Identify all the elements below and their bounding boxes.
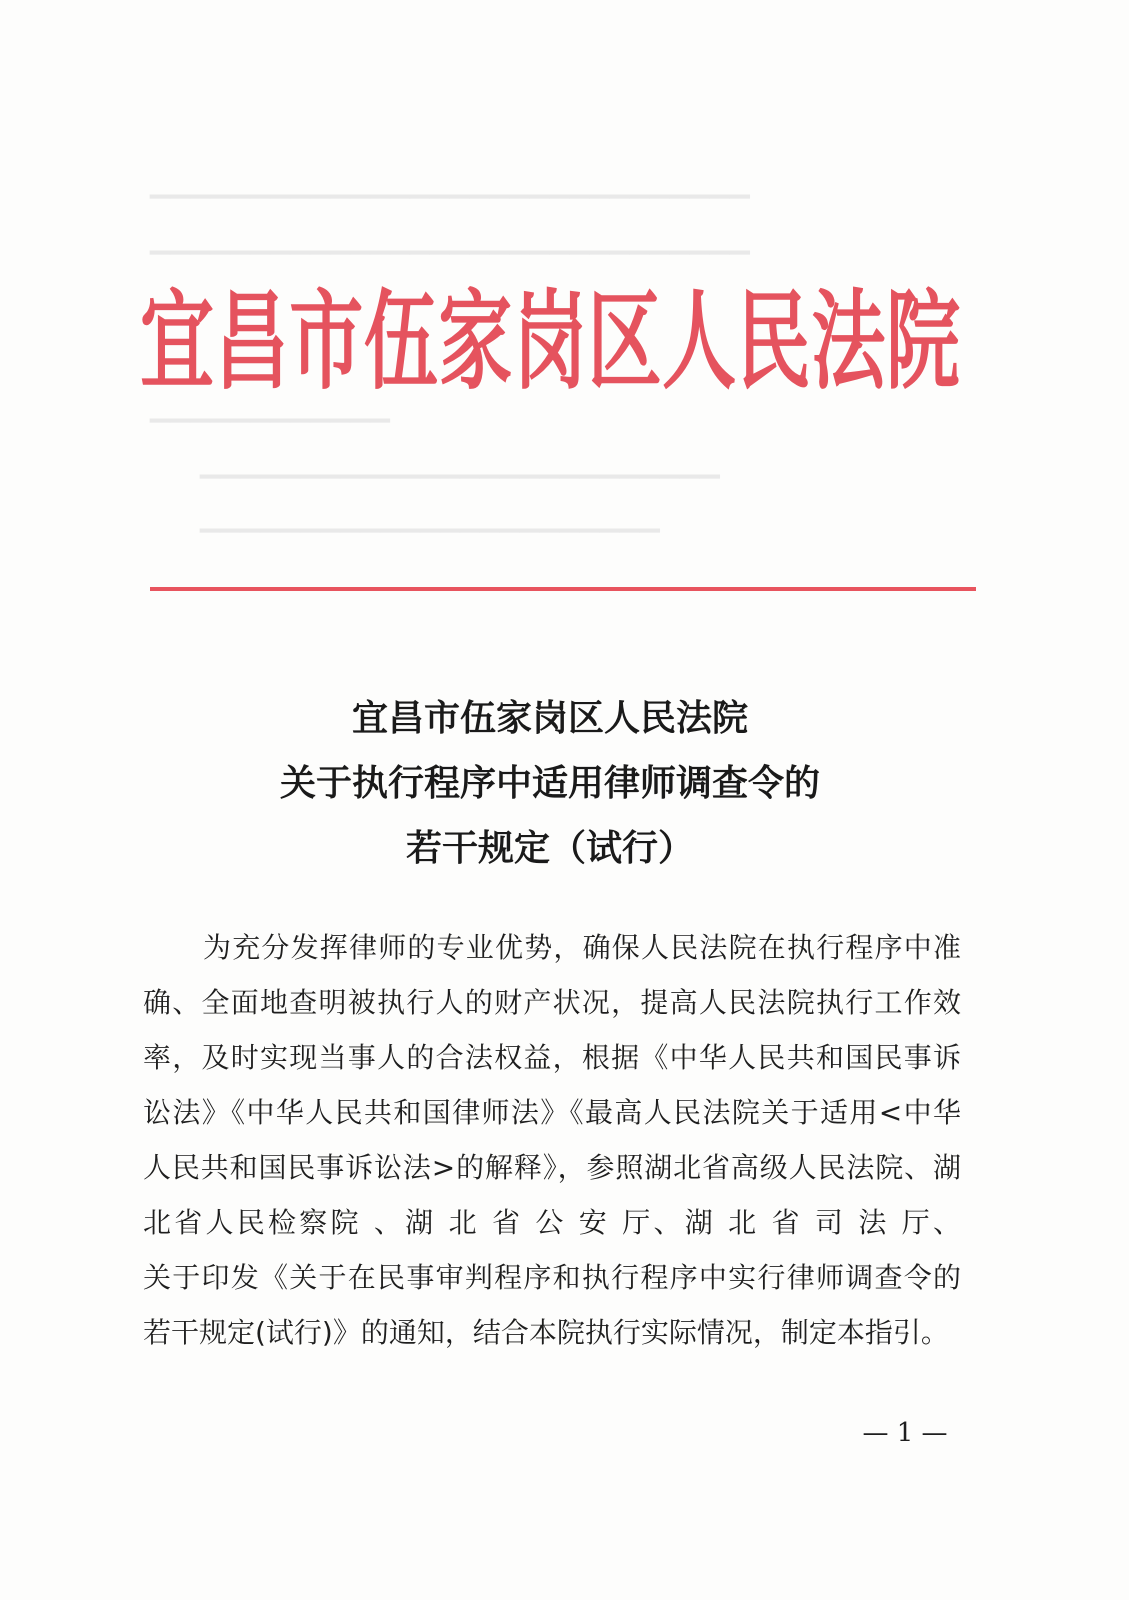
show-through-text: ▔▔▔▔▔▔▔▔▔▔▔▔▔▔▔▔▔▔▔▔▔▔▔▔▔▔▔▔▔▔ bbox=[150, 252, 750, 282]
letterhead-char: 家 bbox=[438, 279, 513, 405]
document-title-line-2: 关于执行程序中适用律师调查令的 bbox=[279, 762, 820, 804]
show-through-text: ▔▔▔▔▔▔▔▔▔▔▔▔ bbox=[150, 420, 390, 450]
body-line: 讼法》《中华人民共和国律师法》《最高人民法院关于适用<中华 bbox=[143, 1096, 961, 1129]
letterhead-char: 民 bbox=[736, 279, 811, 405]
show-through-text: ▔▔▔▔▔▔▔▔▔▔▔▔▔▔▔▔▔▔▔▔▔▔▔▔▔▔ bbox=[200, 476, 720, 506]
red-separator-line bbox=[150, 587, 976, 591]
body-line: 北省人民检察院 、湖 北 省 公 安 厅、湖 北 省 司 法 厅、 bbox=[143, 1206, 961, 1239]
body-line: 率，及时实现当事人的合法权益，根据《中华人民共和国民事诉 bbox=[143, 1041, 961, 1074]
letterhead-char: 岗 bbox=[512, 279, 587, 405]
page-number: — 1 — bbox=[862, 1418, 948, 1448]
document-title-line-1: 宜昌市伍家岗区人民法院 bbox=[351, 697, 748, 739]
body-line: 关于印发《关于在民事审判程序和执行程序中实行律师调查令的 bbox=[143, 1261, 961, 1294]
body-line: 若干规定(试行)》的通知，结合本院执行实际情况，制定本指引。 bbox=[143, 1316, 949, 1349]
letterhead-char: 法 bbox=[811, 279, 886, 405]
body-line: 为充分发挥律师的专业优势，确保人民法院在执行程序中准 bbox=[203, 931, 961, 964]
letterhead-char: 伍 bbox=[363, 279, 438, 405]
show-through-text: ▔▔▔▔▔▔▔▔▔▔▔▔▔▔▔▔▔▔▔▔▔▔▔ bbox=[200, 530, 660, 560]
body-line: 人民共和国民事诉讼法>的解释》，参照湖北省高级人民法院、湖 bbox=[143, 1151, 961, 1184]
letterhead-char: 宜 bbox=[140, 279, 214, 405]
letterhead-char: 院 bbox=[885, 279, 960, 405]
letterhead-char: 人 bbox=[662, 279, 737, 405]
document-title-line-3: 若干规定（试行） bbox=[405, 827, 694, 869]
letterhead-char: 区 bbox=[587, 279, 662, 405]
court-letterhead bbox=[140, 241, 960, 444]
body-line: 确、全面地查明被执行人的财产状况，提高人民法院执行工作效 bbox=[143, 986, 961, 1019]
letterhead-char: 昌 bbox=[214, 279, 289, 405]
letterhead-char: 市 bbox=[289, 279, 364, 405]
show-through-text: ▔▔▔▔▔▔▔▔▔▔▔▔▔▔▔▔▔▔▔▔▔▔▔▔▔▔▔▔▔▔ bbox=[150, 196, 750, 226]
document-body bbox=[143, 920, 961, 1360]
